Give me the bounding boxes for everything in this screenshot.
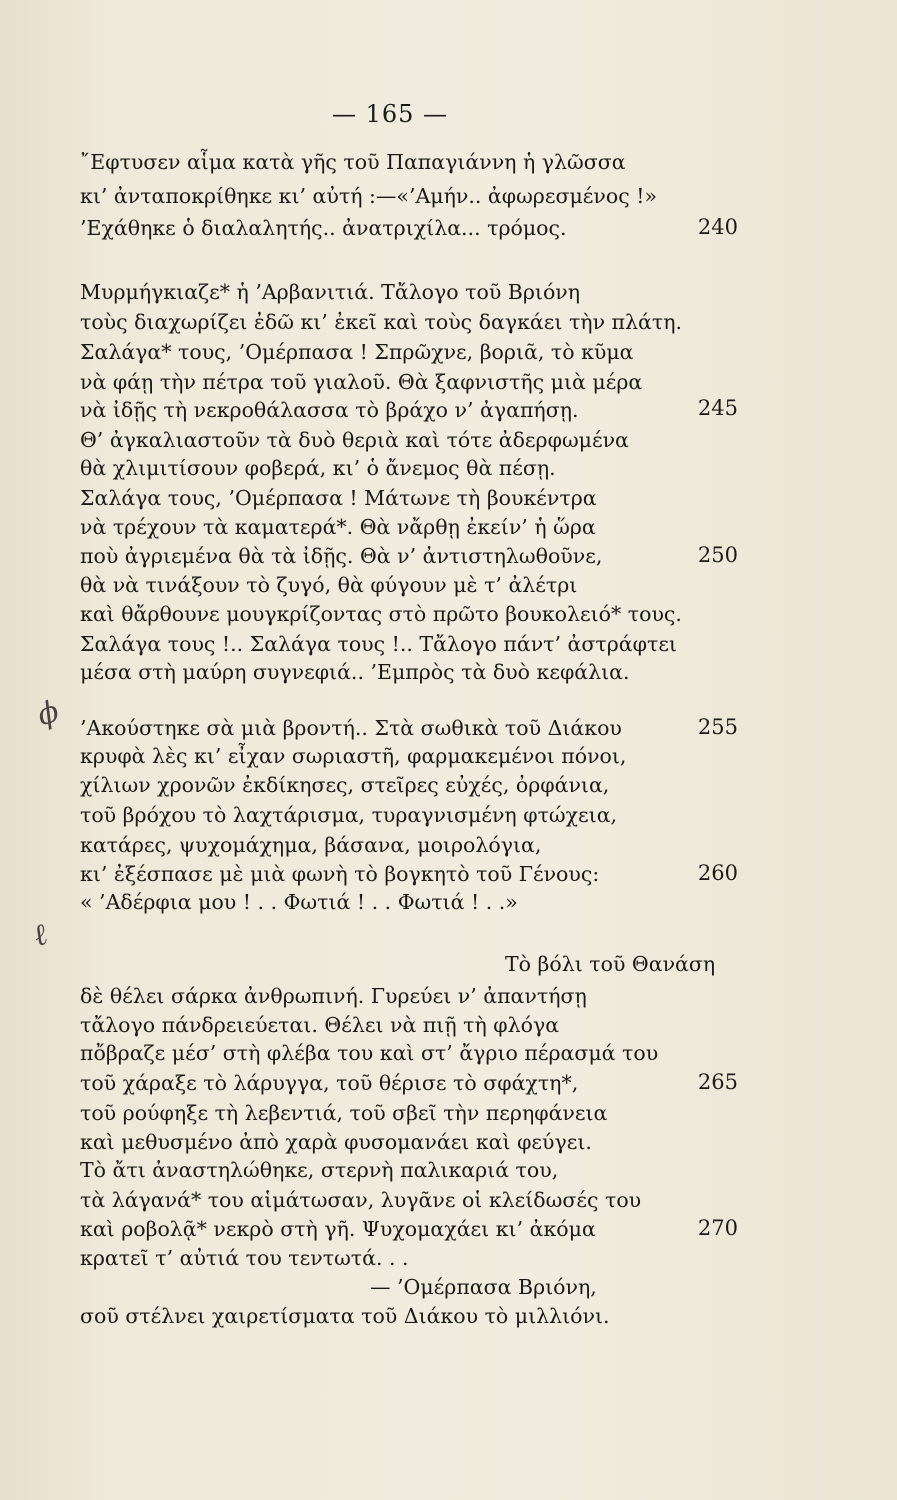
verse-line-2: κι’ ἀνταποκρίθηκε κι’ αὐτή :—«’Αμήν.. ἀφωρεσμένος !» [80,184,657,208]
handwritten-margin-mark-1: ϕ [33,693,64,734]
verse-line-20: χίλιων χρονῶν ἐκδίκησες, στεῖρες εὐχές, ὀρφάνια, [80,773,610,797]
verse-line-15: καὶ θἄρθουνε μουγκρίζοντας στὸ πρῶτο βουκολειό* τους. [80,602,682,626]
line-number-265: 265 [697,1070,738,1094]
verse-line-34: καὶ ροβολᾷ* νεκρὸ στὴ γῆ. Ψυχομαχάει κι’ ἀκόμα [80,1217,596,1241]
verse-line-6: Σαλάγα* τους, ’Ομέρπασα ! Σπρῶχνε, βοριᾶ, τὸ κῦμα [80,340,634,364]
verse-line-10: θὰ χλιμιτίσουν φοβερά, κι’ ὁ ἄνεμος θὰ πέσῃ. [80,456,556,480]
line-number-240: 240 [697,215,738,239]
verse-line-3: ’Εχάθηκε ὁ διαλαλητής.. ἀνατριχίλα... τρόμος. [80,216,567,240]
verse-line-25: Τὸ βόλι τοῦ Θανάση [505,952,716,976]
handwritten-margin-mark-2: ℓ [28,916,52,955]
verse-line-17: μέσα στὴ μαύρη συγνεφιά.. ’Εμπρὸς τὰ δυὸ κεφάλια. [80,660,630,684]
verse-line-19: κρυφὰ λὲς κι’ εἶχαν σωριαστῆ, φαρμακεμένοι πόνοι, [80,744,627,768]
verse-line-1: ῎Εφτυσεν αἷμα κατὰ γῆς τοῦ Παπαγιάννη ἡ γλῶσσα [80,150,626,174]
line-number-250: 250 [697,543,738,567]
line-number-245: 245 [697,396,738,420]
verse-line-11: Σαλάγα τους, ’Ομέρπασα ! Μάτωνε τὴ βουκέντρα [80,486,597,510]
verse-line-32: Τὸ ἄτι ἀναστηλώθηκε, στερνὴ παλικαριά του, [80,1158,559,1182]
verse-line-4: Μυρμήγκιαζε* ἡ ’Αρβανιτιά. Τἄλογο τοῦ Βριόνη [80,280,581,304]
line-number-260: 260 [697,861,738,885]
verse-line-14: θὰ νὰ τινάξουν τὸ ζυγό, θὰ φύγουν μὲ τ’ ἀλέτρι [80,573,578,597]
verse-line-7: νὰ φάῃ τὴν πέτρα τοῦ γιαλοῦ. Θὰ ξαφνιστῆς μιὰ μέρα [80,370,643,394]
verse-line-33: τὰ λάγανά* του αἱμάτωσαν, λυγᾶνε οἱ κλείδωσές του [80,1188,642,1212]
verse-line-5: τοὺς διαχωρίζει ἐδῶ κι’ ἐκεῖ καὶ τοὺς δαγκάει τὴν πλάτη. [80,310,682,334]
verse-line-31: καὶ μεθυσμένο ἀπὸ χαρὰ φυσομανάει καὶ φεύγει. [80,1130,592,1154]
line-number-255: 255 [697,715,738,739]
verse-line-9: Θ’ ἀγκαλιαστοῦν τὰ δυὸ θεριὰ καὶ τότε ἀδερφωμένα [80,428,629,452]
verse-line-22: κατάρες, ψυχομάχημα, βάσανα, μοιρολόγια, [80,833,542,857]
verse-line-29: τοῦ χάραξε τὸ λάρυγγα, τοῦ θέρισε τὸ σφάχτη*, [80,1071,579,1095]
verse-line-28: πὄβραζε μέσ’ στὴ φλέβα του καὶ στ’ ἄγριο πέρασμά του [80,1041,659,1065]
verse-line-23: κι’ ἐξέσπασε μὲ μιὰ φωνὴ τὸ βογκητὸ τοῦ Γένους: [80,862,600,886]
verse-line-12: νὰ τρέχουν τὰ καματερά*. Θὰ νἄρθῃ ἐκείν’ ἡ ὥρα [80,515,596,539]
verse-line-36: — ’Ομέρπασα Βριόνη, [370,1275,597,1299]
verse-line-8: νὰ ἰδῇς τὴ νεκροθάλασσα τὸ βράχο ν’ ἀγαπήσῃ. [80,398,579,422]
verse-line-13: ποὺ ἀγριεμένα θὰ τὰ ἰδῇς. Θὰ ν’ ἀντιστηλωθοῦνε, [80,544,603,568]
page-number: — 165 — [331,100,449,128]
verse-line-24: « ’Αδέρφια μου ! . . Φωτιά ! . . Φωτιά ! . .» [80,890,518,914]
verse-line-16: Σαλάγα τους !.. Σαλάγα τους !.. Τἄλογο πάντ’ ἀστράφτει [80,632,677,656]
verse-line-30: τοῦ ρούφηξε τὴ λεβεντιά, τοῦ σβεῖ τὴν περηφάνεια [80,1101,608,1125]
verse-line-27: τἄλογο πάνδρειεύεται. Θέλει νὰ πιῇ τὴ φλόγα [80,1013,560,1037]
verse-line-21: τοῦ βρόχου τὸ λαχτάρισμα, τυραγνισμένη φτώχεια, [80,803,618,827]
verse-line-18: ’Ακούστηκε σὰ μιὰ βροντή.. Στὰ σωθικὰ τοῦ Διάκου [80,716,622,740]
verse-line-37: σοῦ στέλνει χαιρετίσματα τοῦ Διάκου τὸ μιλλιόνι. [80,1304,610,1328]
verse-line-35: κρατεῖ τ’ αὐτιά του τεντωτά. . . [80,1246,409,1270]
verse-line-26: δὲ θέλει σάρκα ἀνθρωπινή. Γυρεύει ν’ ἀπαντήσῃ [80,984,587,1008]
line-number-270: 270 [697,1216,738,1240]
